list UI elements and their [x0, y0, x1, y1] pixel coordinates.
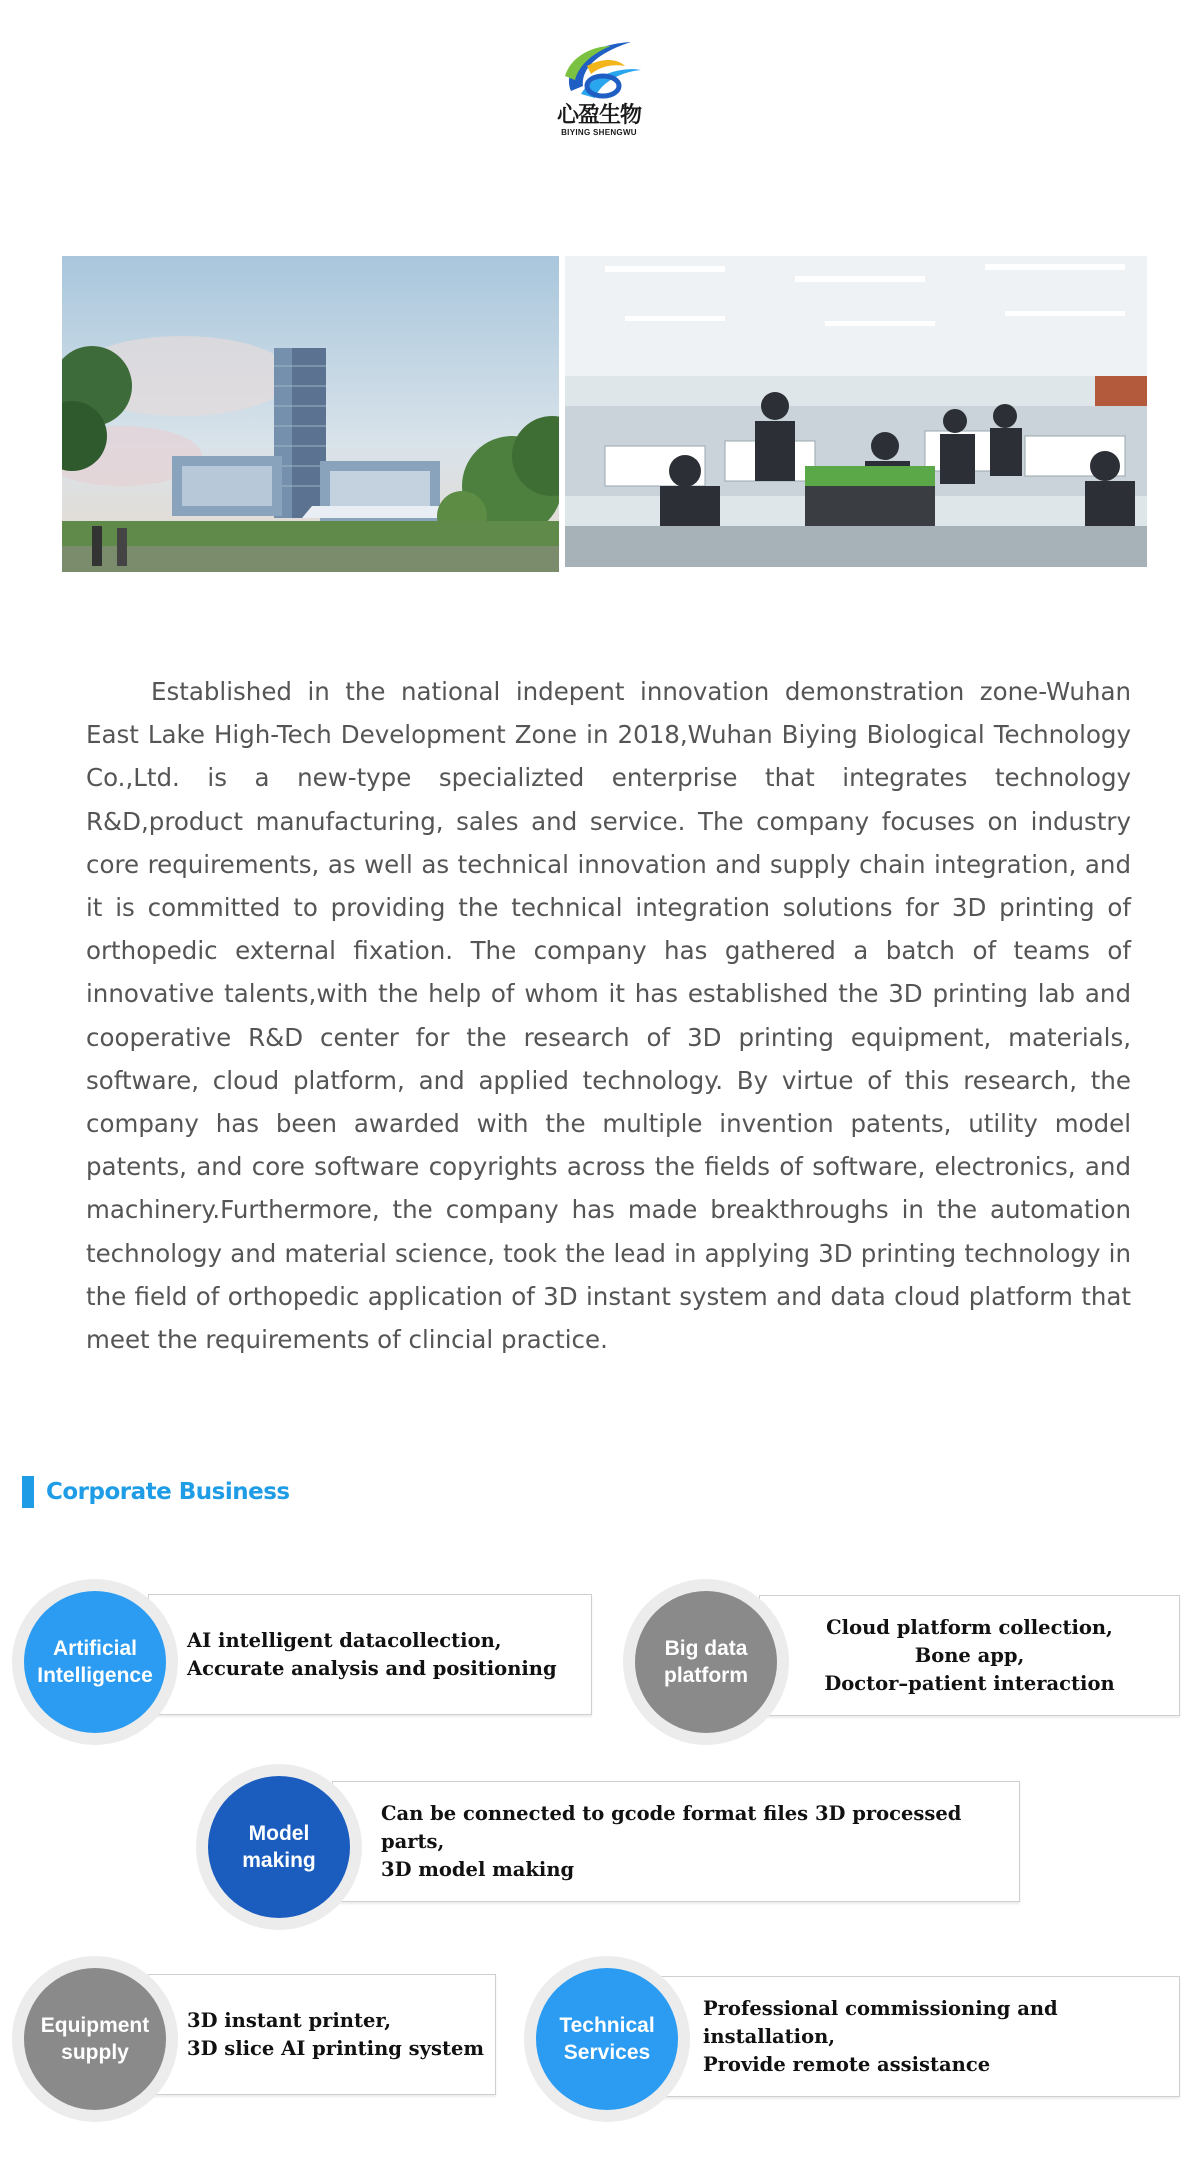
business-ring: [623, 1579, 789, 1745]
business-desc: 3D instant printer, 3D slice AI printing system: [187, 2008, 485, 2060]
business-card-box: [148, 1974, 496, 2095]
business-card-box: [759, 1595, 1180, 1716]
business-ring: [524, 1956, 690, 2122]
business-ring: [12, 1579, 178, 1745]
business-desc: Professional commissioning and installation, Provide remote assistance: [703, 1996, 1058, 2076]
logo-english-text: BIYING SHENGWU: [561, 128, 637, 137]
logo-swirl-icon: [551, 36, 647, 106]
heading-accent-bar: [22, 1476, 34, 1508]
office-workspace-photo: [565, 256, 1147, 567]
building-rendering-photo: [62, 256, 559, 572]
section-title-text: Corporate Business: [46, 1479, 290, 1505]
business-desc: Can be connected to gcode format files 3D processed parts, 3D model making: [381, 1801, 962, 1881]
business-desc: Cloud platform collection, Bone app, Doctor–patient interaction: [824, 1615, 1115, 1695]
business-desc: AI intelligent datacollection, Accurate analysis and positioning: [187, 1628, 557, 1680]
business-ring: [12, 1956, 178, 2122]
business-label: Big data platform: [635, 1591, 777, 1733]
business-card-box: [660, 1976, 1180, 2097]
corporate-business-heading: [22, 1475, 290, 1509]
business-card-box: [332, 1781, 1020, 1902]
business-label: Equipment supply: [24, 1968, 166, 2110]
business-ring: [196, 1764, 362, 1930]
business-card-box: [148, 1594, 592, 1715]
company-intro-text: Established in the national indepent innovation demonstration zone-Wuhan East Lake High-Tech Development Zone in 2018,Wuhan Biying Biological Technology Co.,Ltd. is a new-type specializted enterprise that integrates technology R&D,product manufacturing, sales and service. The company focuses on industry core requirements, as well as technical innovation and supply chain integration, and it is committed to providing the technical integration solutions for 3D printing of orthopedic external fixation. The company has gathered a batch of teams of innovative talents,with the help of whom it has established the 3D printing lab and cooperative R&D center for the research of 3D printing equipment, materials, software, cloud platform, and applied technology. By virtue of this research, the company has been awarded with the multiple invention patents, utility model patents, and core software copyrights across the fields of software, electronics, and machinery.Furthermore, the company has made breakthroughs in the automation technology and material science, took the lead in applying 3D printing technology in the field of orthopedic application of 3D instant system and data cloud platform that meet the requirements of clincial practice.: [86, 677, 1131, 1355]
business-label: Technical Services: [536, 1968, 678, 2110]
logo-chinese-text: 心盈生物: [556, 103, 641, 128]
company-logo: [544, 36, 654, 148]
business-label: Model making: [208, 1776, 350, 1918]
business-label: Artificial Intelligence: [24, 1591, 166, 1733]
